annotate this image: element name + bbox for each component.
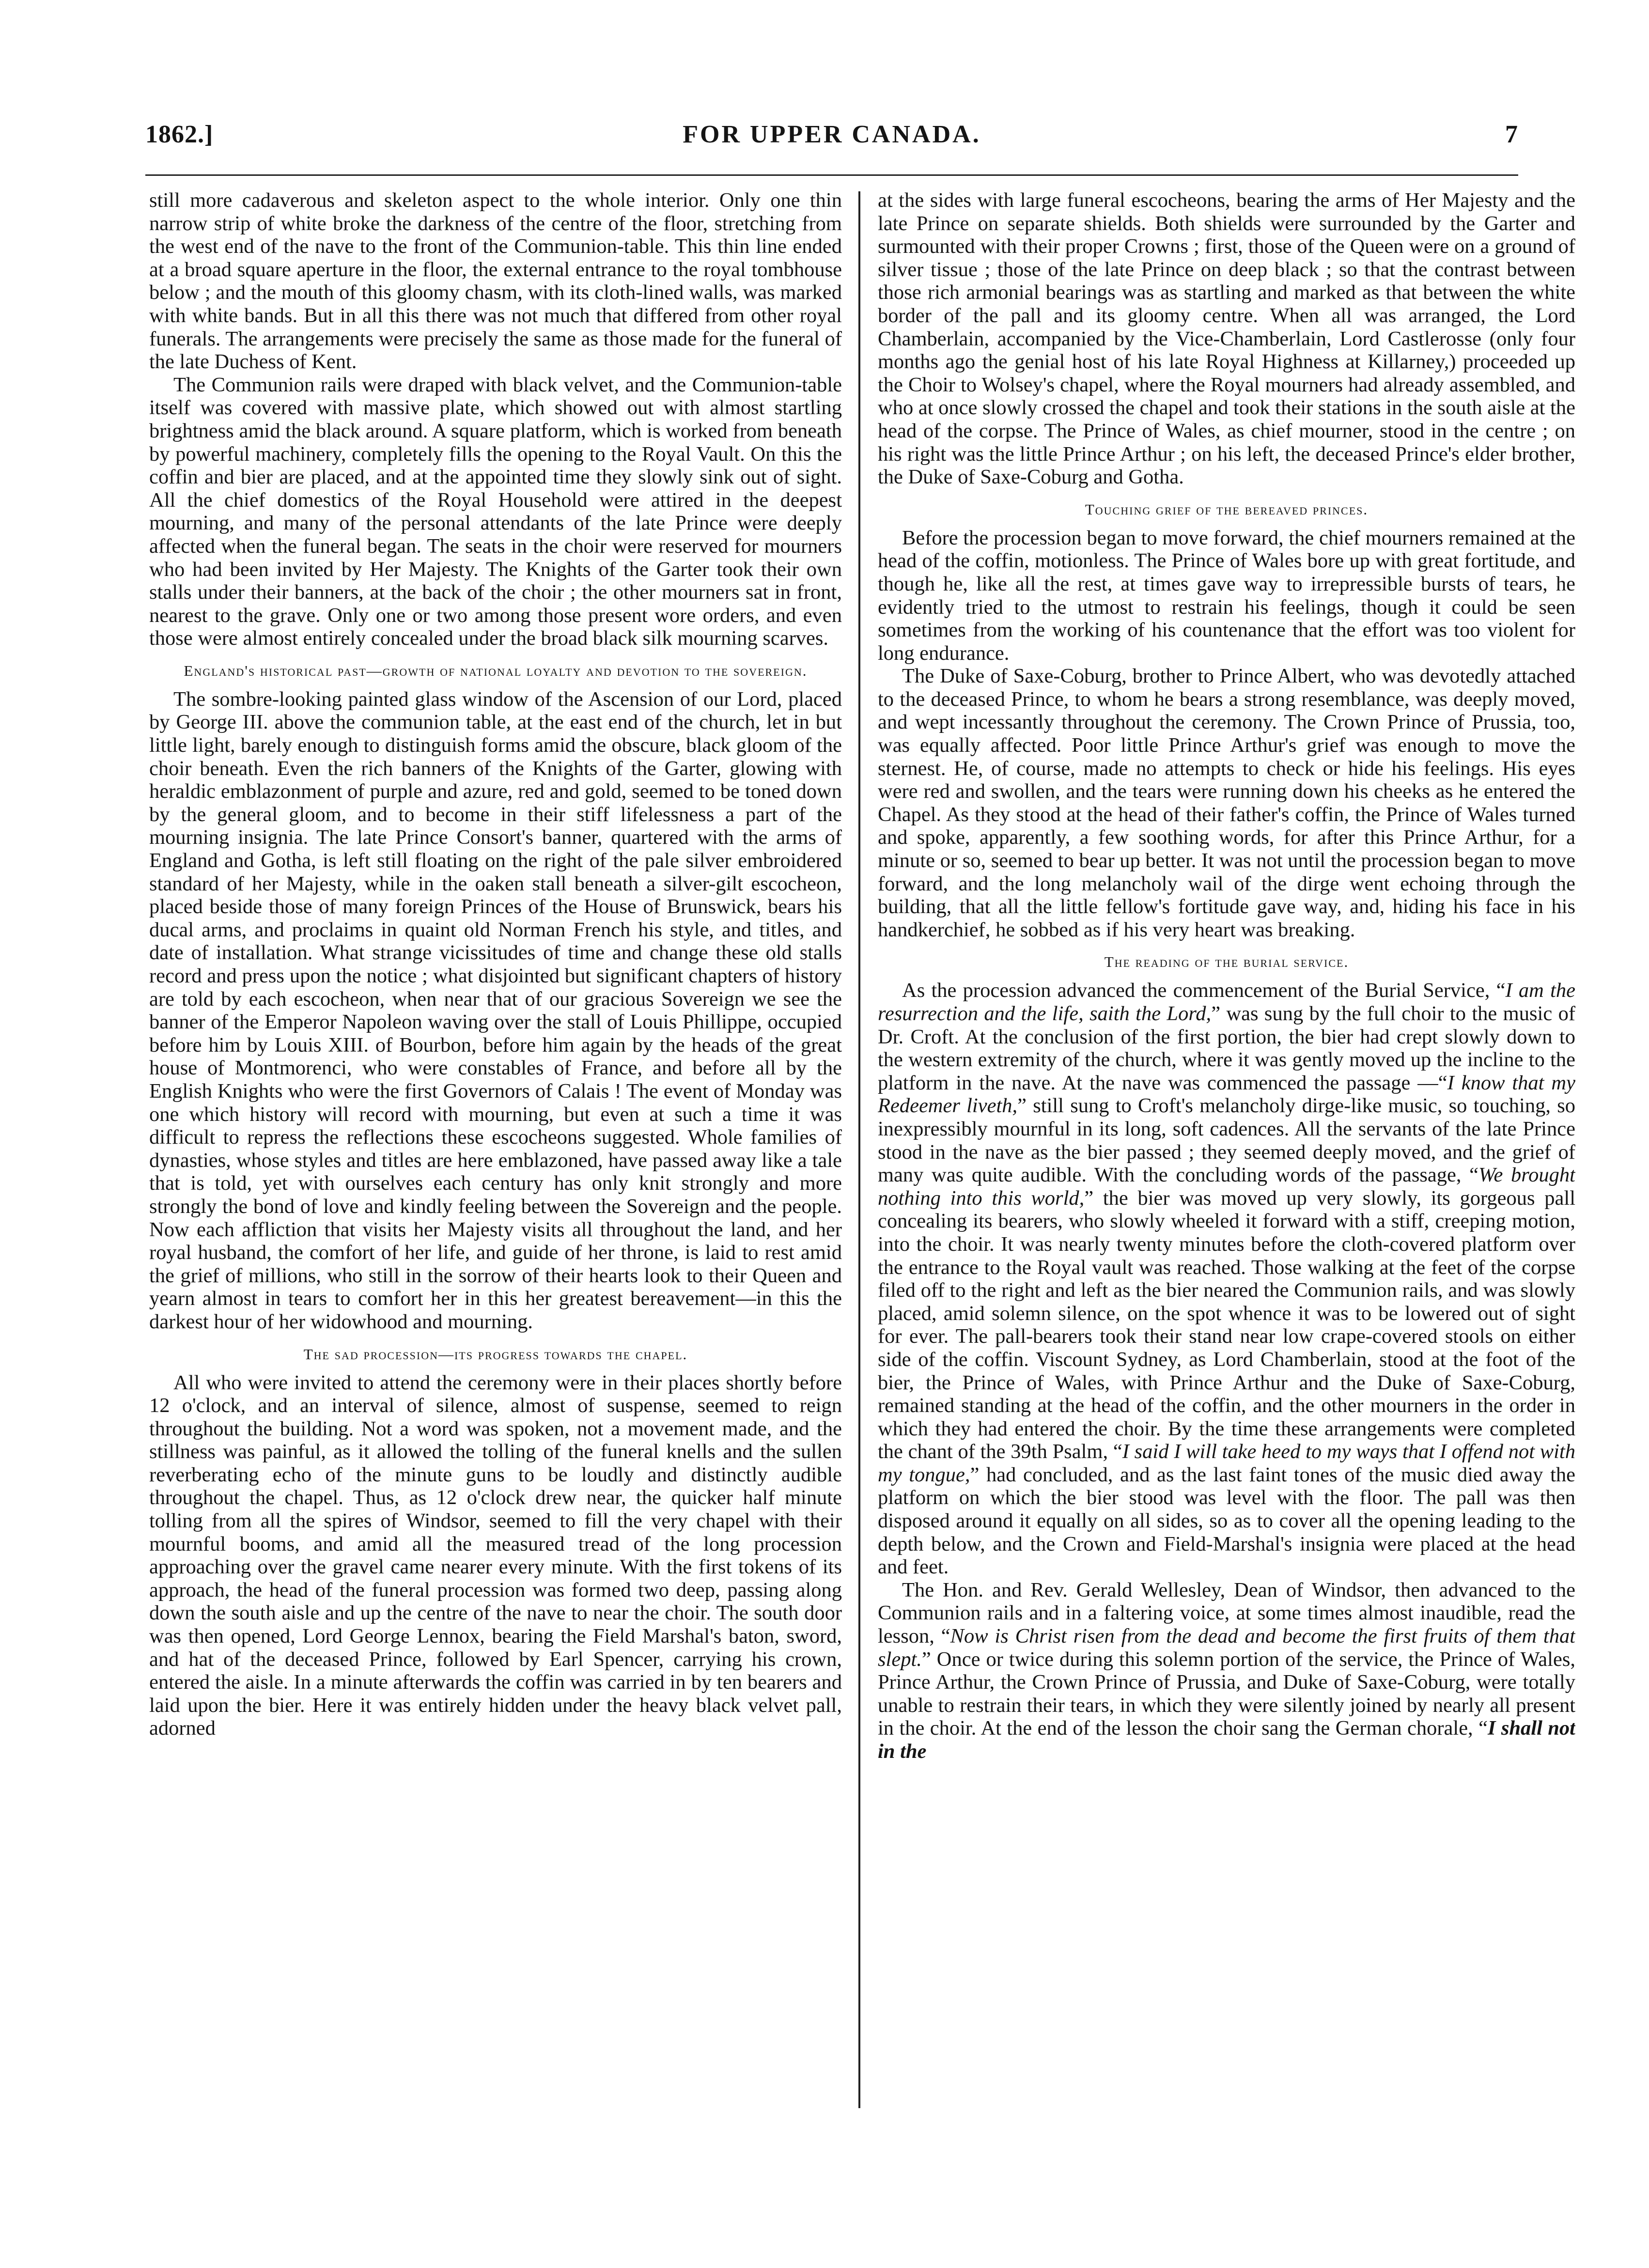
p5-quote-2: I shall not in the xyxy=(878,1717,1575,1763)
right-column xyxy=(878,189,1575,2113)
p4-quote-3: We brought nothing into this world, xyxy=(878,1164,1575,1210)
section-heading-touching-grief: Touching grief of the bereaved princes. xyxy=(1085,500,1369,518)
page-header xyxy=(145,120,1518,169)
left-paragraph-3: The sombre-looking painted glass window of the Ascension of our Lord, placed by George III. above the communion table, at the east end of the church, let in but little light, barely enough to distinguish forms amid the obscure, black gloom of the choir beneath. Even the rich banners of the Knights of the Garter, glowing with heraldic emblazonment of purple and azure, red and gold, seemed to be toned down by the general gloom, and to become in their stiff lifelessness a part of the mourning insignia. The late Prince Consort's banner, quartered with the arms of England and Gotha, is left still floating on the right of the pale silver embroidered standard of her Majesty, while in the oaken stall beneath a silver-gilt escocheon, placed beside those of many foreign Princes of the House of Brunswick, bears his ducal arms, and proclaims in quaint old Norman French his style, and titles, and date of installation. What strange vicissitudes of time and change these old stalls record and press upon the notice ; what disjointed but significant chapters of history are told by each escocheon, when near that of our gracious Sovereign we see the banner of the Emperor Napoleon waving over the stall of Louis Phillippe, occupied before him by Louis XIII. of Bourbon, before him again by the heads of the great house of Montmorenci, who were constables of France, and before all by the English Knights who were the first Governors of Calais ! The event of Monday was one which history will record with mourning, but even at such a time it was difficult to repress the reflections these escocheons suggested. Whole families of dynasties, whose styles and titles are here emblazoned, have passed away like a tale that is told, yet with ourselves each century has only knit strongly and more strongly the bond of love and kindly feeling between the Sovereign and the people. Now each affliction that visits her Majesty visits all throughout the land, and her royal husband, the comfort of her life, and guide of her throne, is laid to rest amid the grief of millions, who still in the sorrow of their hearts look to their Queen and yearn almost in tears to comfort her in this her greatest bereavement—in this the darkest hour of her widowhood and mourning. xyxy=(149,687,842,1333)
p4-text-a: As the procession advanced the commencement of the Burial Service, “ xyxy=(902,979,1506,1002)
p5-text-a: The Hon. and Rev. Gerald Wellesley, Dean of Windsor, then advanced to the Communion rails and in a faltering voice, at some times almost inaudible, read the lesson, “ xyxy=(878,1578,1575,1648)
p4-text-d: ” the bier was moved up very slowly, its gorgeous pall concealing its bearers, who slowly wheeled it forward with a stiff, creeping motion, into the choir. It was nearly twenty minutes before the cloth-covered platform over the entrance to the Royal vault was reached. Those walking at the feet of the corpse filed off to the right and left as the bier neared the Communion rails, and was slowly placed, amid solemn silence, on the spot whence it was to be lowered out of sight for ever. The pall-bearers took their stand near low crape-covered stools on either side of the coffin. Viscount Sydney, as Lord Chamberlain, stood at the foot of the bier, the Prince of Wales, with Prince Arthur and the Duke of Saxe-Coburg, remained standing at the head of the coffin, and the other mourners in the order in which they had entered the choir. By the time these arrangements were completed the chant of the 39th Psalm, “ xyxy=(878,1186,1575,1463)
p4-text-e: ” had concluded, and as the last faint tones of the music died away the platform on which the bier stood was level with the floor. The pall was then disposed around it equally on all sides, so as to cover all the opening leading to the depth below, and the Crown and Field-Marshal's insignia were placed at the head and feet. xyxy=(878,1463,1575,1579)
left-paragraph-1: still more cadaverous and skeleton aspect to the whole interior. Only one thin narrow strip of white broke the darkness of the centre of the floor, stretching from the west end of the nave to the front of the Communion-table. This thin line ended at a broad square aperture in the floor, the external entrance to the royal tombhouse below ; and the mouth of this gloomy chasm, with its cloth-lined walls, was marked with white bands. But in all this there was not much that differed from other royal funerals. The arrangements were precisely the same as those made for the funeral of the late Duchess of Kent. xyxy=(149,189,842,373)
right-paragraph-3: The Duke of Saxe-Coburg, brother to Prince Albert, who was devotedly attached to the deceased Prince, to whom he bears a strong resemblance, was deeply moved, and wept incessantly throughout the ceremony. The Crown Prince of Prussia, too, was equally affected. Poor little Prince Arthur's grief was enough to move the sternest. He, of course, made no attempts to check or hide his feelings. His eyes were red and swollen, and the tears were running down his cheeks as he entered the Chapel. As they stood at the head of their father's coffin, the Prince of Wales turned and spoke, apparently, a few soothing words, for after this Prince Arthur, for a minute or so, seemed to bear up better. It was not until the procession began to move forward, and the long melancholy wail of the dirge went echoing through the building, that all the little fellow's fortitude gave way, and, hiding his face in his handkerchief, he sobbed as if his very heart was breaking. xyxy=(878,665,1575,941)
p4-quote-2: I know that my Redeemer liveth, xyxy=(878,1071,1575,1118)
p4-quote-1: I am the resurrection and the life, saith the Lord, xyxy=(878,979,1575,1025)
p4-text-c: ” still sung to Croft's melancholy dirge-like music, so touching, so inexpressibly mournful in its long, soft cadences. All the servants of the late Prince stood in the nave as the bier passed ; they seemed deeply moved, and the grief of many was quite audible. With the concluding words of the passage, “ xyxy=(878,1094,1575,1187)
header-rule xyxy=(145,174,1518,176)
section-heading-sad-procession: The sad procession—its progress towards the chapel. xyxy=(303,1345,688,1363)
header-page-number: 7 xyxy=(1505,121,1518,148)
left-paragraph-2: The Communion rails were draped with black velvet, and the Communion-table itself was covered with massive plate, which showed out with almost startling brightness amid the black around. A square platform, which is worked from beneath by powerful machinery, completely fills the opening to the Royal Vault. On this the coffin and bier are placed, and at the appointed time they slowly sink out of sight. All the chief domestics of the Royal Household were attired in the deepest mourning, and many of the personal attendants of the late Prince were deeply affected when the funeral began. The seats in the choir were reserved for mourners who had been invited by Her Majesty. The Knights of the Garter took their own stalls under their banners, at the back of the choir ; the other mourners sat in front, nearest to the grave. Only one or two among those present wore orders, and even those were almost entirely concealed under the broad black silk mourning scarves. xyxy=(149,373,842,650)
right-paragraph-4 xyxy=(878,979,1575,1578)
left-paragraph-4: All who were invited to attend the ceremony were in their places shortly before 12 o'clock, and an interval of silence, almost of suspense, seemed to reign throughout the building. Not a word was spoken, not a movement made, and the stillness was painful, as it allowed the tolling of the funeral knells and the sullen reverberating echo of the minute guns to be loudly and distinctly audible throughout the chapel. Thus, as 12 o'clock drew near, the quicker half minute tolling from all the spires of Windsor, seemed to fill the very chapel with their mournful booms, and amid all the measured tread of the long procession approaching over the gravel came nearer every minute. With the first tokens of its approach, the head of the funeral procession was formed two deep, passing along down the south aisle and up the centre of the nave to near the choir. The south door was then opened, Lord George Lennox, bearing the Field Marshal's baton, sword, and hat of the deceased Prince, followed by Earl Spencer, carrying his crown, entered the aisle. In a minute afterwards the coffin was carried in by ten bearers and laid upon the bier. Here it was entirely hidden under the heavy black velvet pall, adorned xyxy=(149,1371,842,1740)
header-year: 1862.] xyxy=(145,121,214,148)
p5-quote-1: Now is Christ risen from the dead and become the first fruits of them that slept. xyxy=(878,1625,1575,1671)
right-paragraph-1: at the sides with large funeral escocheons, bearing the arms of Her Majesty and the late Prince on separate shields. Both shields were surrounded by the Garter and surmounted with their proper Crowns ; first, those of the Queen were on a ground of silver tissue ; those of the late Prince on deep black ; so that the contrast between those rich armonial bearings was as startling and marked as that between the white border of the pall and its gloomy centre. When all was arranged, the Lord Chamberlain, accompanied by the Vice-Chamberlain, Lord Castlerosse (only four months ago the genial host of his late Royal Highness at Killarney,) proceeded up the Choir to Wolsey's chapel, where the Royal mourners had already assembled, and who at once slowly crossed the chapel and took their stations in the south aisle at the head of the corpse. The Prince of Wales, as chief mourner, stood in the centre ; on his right was the little Prince Arthur ; on his left, the deceased Prince's elder brother, the Duke of Saxe-Coburg and Gotha. xyxy=(878,189,1575,489)
p4-text-b: ” was sung by the full choir to the music of Dr. Croft. At the conclusion of the first portion, the bier had crept slowly down to the western extremity of the church, where it was gently moved up the incline to the platform in the nave. At the nave was commenced the passage —“ xyxy=(878,1002,1575,1094)
section-heading-historical-past: England's historical past—growth of national loyalty and devotion to the sovereign. xyxy=(184,662,808,679)
right-paragraph-5 xyxy=(878,1579,1575,1763)
p4-quote-4: I said I will take heed to my ways that I offend not with my tongue, xyxy=(878,1440,1575,1486)
column-divider xyxy=(858,191,860,2108)
p5-text-b: ” Once or twice during this solemn portion of the service, the Prince of Wales, Prince Arthur, the Crown Prince of Prussia, and Duke of Saxe-Coburg, were totally unable to restrain their tears, in which they were silently joined by nearly all present in the choir. At the end of the lesson the choir sang the German chorale, “ xyxy=(878,1647,1575,1740)
right-paragraph-2: Before the procession began to move forward, the chief mourners remained at the head of the coffin, motionless. The Prince of Wales bore up with great fortitude, and though he, like all the rest, at times gave way to irrepressible bursts of tears, he evidently tried to the utmost to restrain his feelings, though it could be seen sometimes from the working of his countenance that the effort was too violent for long endurance. xyxy=(878,526,1575,665)
left-column xyxy=(149,189,842,2113)
section-heading-burial-service: The reading of the burial service. xyxy=(1104,953,1349,971)
header-title: FOR UPPER CANADA. xyxy=(683,121,981,148)
